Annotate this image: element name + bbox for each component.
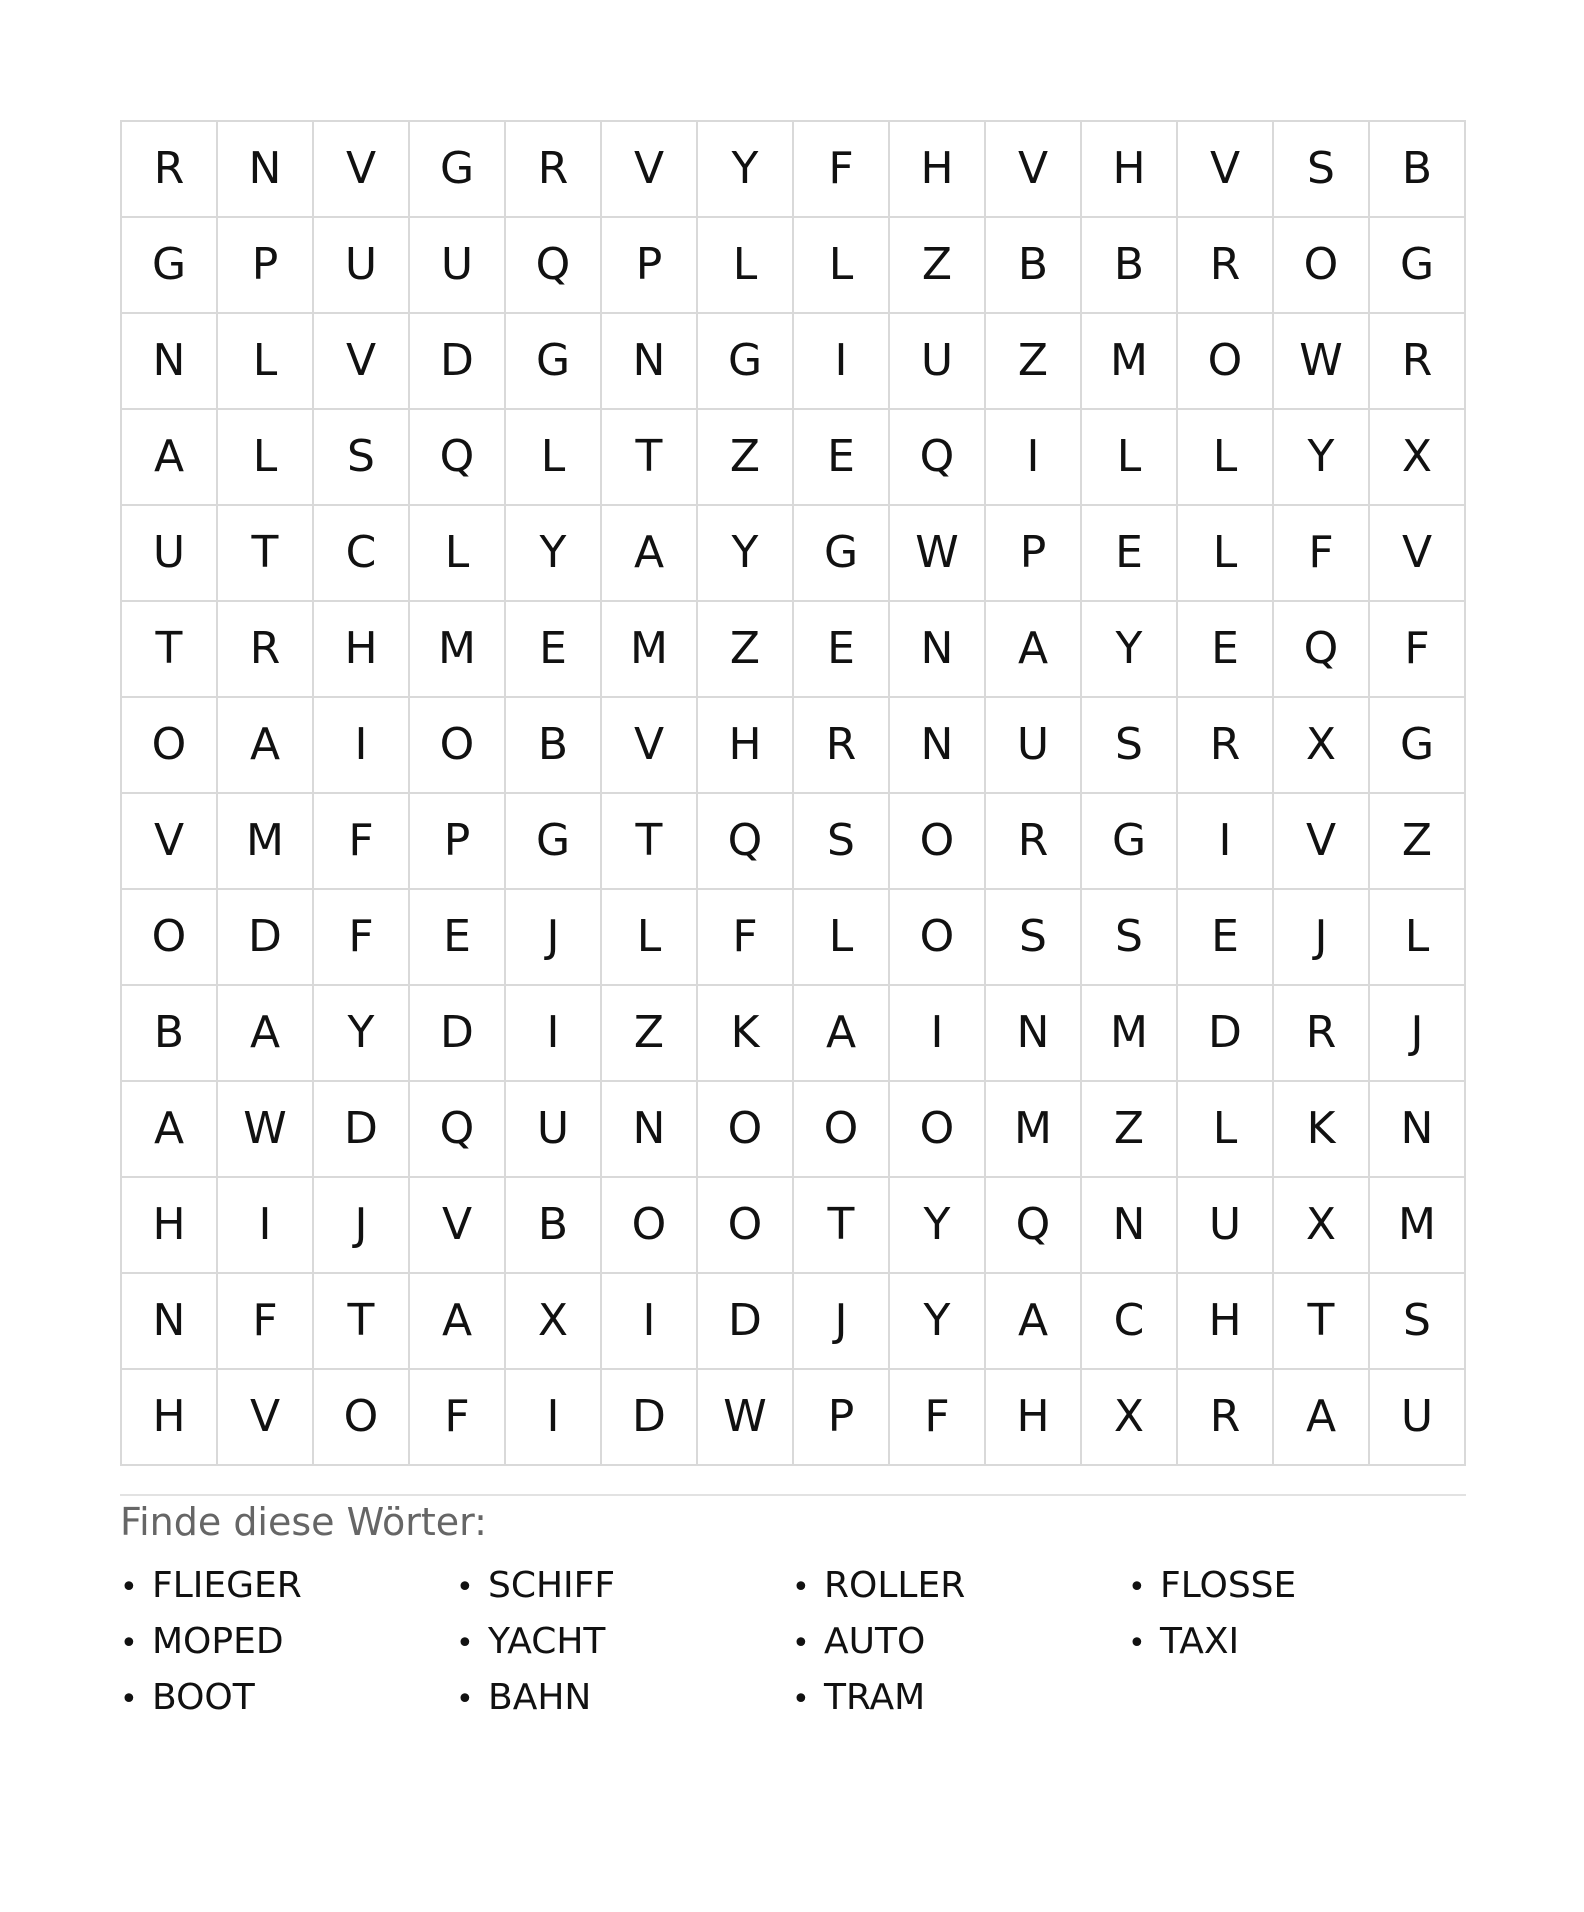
grid-cell[interactable]: N — [1082, 1178, 1178, 1274]
grid-cell[interactable]: A — [986, 1274, 1082, 1370]
word-list-item — [120, 1614, 456, 1670]
grid-cell[interactable]: D — [314, 1082, 410, 1178]
grid-cell[interactable]: B — [986, 218, 1082, 314]
grid-cell[interactable]: S — [1274, 122, 1370, 218]
word-list-item — [120, 1558, 456, 1614]
grid-cell[interactable]: M — [1082, 314, 1178, 410]
grid-cell[interactable]: E — [410, 890, 506, 986]
grid-cell[interactable]: P — [794, 1370, 890, 1466]
word-label: ROLLER — [824, 1565, 966, 1606]
grid-cell[interactable]: L — [794, 218, 890, 314]
grid-cell[interactable]: Z — [986, 314, 1082, 410]
word-list-item — [1128, 1558, 1464, 1614]
grid-cell[interactable]: Z — [602, 986, 698, 1082]
bullet-icon: • — [456, 1682, 474, 1717]
word-list-item — [120, 1670, 456, 1726]
grid-cell[interactable]: O — [602, 1178, 698, 1274]
grid-cell[interactable]: Y — [314, 986, 410, 1082]
grid-cell[interactable]: Q — [986, 1178, 1082, 1274]
grid-cell[interactable]: J — [794, 1274, 890, 1370]
grid-cell[interactable]: B — [506, 698, 602, 794]
grid-cell[interactable]: S — [1082, 698, 1178, 794]
grid-cell[interactable]: N — [122, 1274, 218, 1370]
bullet-icon: • — [456, 1626, 474, 1661]
puzzle-grid — [120, 120, 1466, 1466]
grid-cell[interactable]: S — [986, 890, 1082, 986]
grid-cell[interactable]: A — [1274, 1370, 1370, 1466]
grid-cell[interactable]: Q — [890, 410, 986, 506]
grid-cell[interactable]: E — [1178, 890, 1274, 986]
grid-cell[interactable]: L — [506, 410, 602, 506]
grid-cell[interactable]: H — [986, 1370, 1082, 1466]
grid-cell[interactable]: A — [986, 602, 1082, 698]
grid-cell[interactable]: I — [890, 986, 986, 1082]
grid-cell[interactable]: G — [506, 314, 602, 410]
word-label: AUTO — [824, 1621, 926, 1662]
grid-cell[interactable]: M — [1370, 1178, 1466, 1274]
grid-cell[interactable]: F — [794, 122, 890, 218]
grid-cell[interactable]: A — [218, 986, 314, 1082]
grid-cell[interactable]: N — [122, 314, 218, 410]
grid-cell[interactable]: H — [314, 602, 410, 698]
grid-cell[interactable]: P — [986, 506, 1082, 602]
grid-cell[interactable]: R — [1274, 986, 1370, 1082]
grid-cell[interactable]: H — [122, 1370, 218, 1466]
grid-cell[interactable]: B — [122, 986, 218, 1082]
grid-cell[interactable]: L — [1178, 1082, 1274, 1178]
grid-cell[interactable]: N — [602, 1082, 698, 1178]
word-list-item — [792, 1670, 1128, 1726]
word-label: BAHN — [488, 1677, 592, 1718]
grid-cell[interactable]: Z — [1082, 1082, 1178, 1178]
bullet-icon: • — [792, 1570, 810, 1605]
grid-cell[interactable]: Z — [698, 410, 794, 506]
grid-cell[interactable]: R — [794, 698, 890, 794]
word-label: BOOT — [152, 1677, 255, 1718]
word-list — [120, 1558, 1466, 1726]
grid-cell[interactable]: J — [506, 890, 602, 986]
grid-cell[interactable]: M — [218, 794, 314, 890]
grid-cell[interactable]: G — [794, 506, 890, 602]
grid-cell[interactable]: W — [218, 1082, 314, 1178]
grid-cell[interactable]: T — [602, 410, 698, 506]
grid-cell[interactable]: P — [602, 218, 698, 314]
grid-cell[interactable]: U — [314, 218, 410, 314]
word-label: YACHT — [488, 1621, 606, 1662]
grid-cell[interactable]: B — [506, 1178, 602, 1274]
grid-cell[interactable]: Q — [506, 218, 602, 314]
grid-cell[interactable]: X — [1370, 410, 1466, 506]
grid-cell[interactable]: R — [1178, 218, 1274, 314]
grid-cell[interactable]: U — [410, 218, 506, 314]
grid-cell[interactable]: T — [602, 794, 698, 890]
grid-cell[interactable]: F — [1274, 506, 1370, 602]
bullet-icon: • — [120, 1682, 138, 1717]
word-label: FLIEGER — [152, 1565, 302, 1606]
grid-cell[interactable]: Y — [1274, 410, 1370, 506]
divider — [120, 1494, 1466, 1496]
grid-cell[interactable]: J — [1274, 890, 1370, 986]
grid-cell[interactable]: R — [122, 122, 218, 218]
grid-cell[interactable]: I — [794, 314, 890, 410]
grid-cell[interactable]: V — [1370, 506, 1466, 602]
grid-cell[interactable]: E — [794, 602, 890, 698]
bullet-icon: • — [792, 1626, 810, 1661]
word-list-item — [456, 1670, 792, 1726]
grid-cell[interactable]: N — [890, 698, 986, 794]
grid-cell[interactable]: U — [986, 698, 1082, 794]
grid-cell[interactable]: K — [698, 986, 794, 1082]
grid-cell[interactable]: Q — [410, 410, 506, 506]
grid-cell[interactable]: L — [794, 890, 890, 986]
grid-cell[interactable]: G — [122, 218, 218, 314]
grid-cell[interactable]: M — [1082, 986, 1178, 1082]
word-list-item — [456, 1614, 792, 1670]
grid-cell[interactable]: E — [506, 602, 602, 698]
grid-cell[interactable]: L — [218, 410, 314, 506]
grid-cell[interactable]: T — [1274, 1274, 1370, 1370]
grid-cell[interactable]: T — [218, 506, 314, 602]
word-list-title: Finde diese Wörter: — [120, 1500, 487, 1544]
grid-cell[interactable]: N — [986, 986, 1082, 1082]
grid-cell[interactable]: Q — [1274, 602, 1370, 698]
grid-cell[interactable]: N — [1370, 1082, 1466, 1178]
word-list-item — [792, 1614, 1128, 1670]
grid-cell[interactable]: V — [1178, 122, 1274, 218]
grid-cell[interactable]: I — [1178, 794, 1274, 890]
grid-cell[interactable]: X — [506, 1274, 602, 1370]
grid-cell[interactable]: R — [1370, 314, 1466, 410]
grid-cell[interactable]: Q — [698, 794, 794, 890]
grid-cell[interactable]: E — [1178, 602, 1274, 698]
grid-cell[interactable]: D — [218, 890, 314, 986]
bullet-icon: • — [1128, 1626, 1146, 1661]
grid-cell[interactable]: B — [1082, 218, 1178, 314]
grid-cell[interactable]: V — [986, 122, 1082, 218]
bullet-icon: • — [120, 1570, 138, 1605]
bullet-icon: • — [792, 1682, 810, 1717]
grid-cell[interactable]: A — [218, 698, 314, 794]
grid-cell[interactable]: O — [122, 890, 218, 986]
grid-cell[interactable]: C — [1082, 1274, 1178, 1370]
word-list-item — [1128, 1614, 1464, 1670]
grid-cell[interactable]: U — [1178, 1178, 1274, 1274]
grid-cell[interactable]: E — [794, 410, 890, 506]
grid-cell[interactable]: O — [890, 1082, 986, 1178]
bullet-icon: • — [1128, 1570, 1146, 1605]
grid-cell[interactable]: Y — [698, 122, 794, 218]
grid-cell[interactable]: F — [218, 1274, 314, 1370]
grid-cell[interactable]: Y — [890, 1178, 986, 1274]
grid-cell[interactable]: L — [410, 506, 506, 602]
grid-cell[interactable]: I — [218, 1178, 314, 1274]
grid-cell[interactable]: O — [698, 1178, 794, 1274]
grid-cell[interactable]: Q — [410, 1082, 506, 1178]
grid-cell[interactable]: O — [794, 1082, 890, 1178]
word-list-item — [456, 1558, 792, 1614]
grid-cell[interactable]: L — [1178, 410, 1274, 506]
grid-cell[interactable]: N — [218, 122, 314, 218]
grid-cell[interactable]: X — [1082, 1370, 1178, 1466]
word-label: MOPED — [152, 1621, 284, 1662]
grid-cell[interactable]: I — [506, 986, 602, 1082]
grid-cell[interactable]: U — [122, 506, 218, 602]
grid-cell[interactable]: J — [314, 1178, 410, 1274]
word-label: FLOSSE — [1160, 1565, 1297, 1606]
grid-cell[interactable]: T — [314, 1274, 410, 1370]
grid-cell[interactable]: Y — [506, 506, 602, 602]
grid-cell[interactable]: A — [602, 506, 698, 602]
bullet-icon: • — [456, 1570, 474, 1605]
grid-cell[interactable]: V — [218, 1370, 314, 1466]
grid-cell[interactable]: F — [410, 1370, 506, 1466]
grid-cell[interactable]: D — [410, 314, 506, 410]
grid-cell[interactable]: A — [410, 1274, 506, 1370]
grid-cell[interactable]: S — [1370, 1274, 1466, 1370]
grid-cell[interactable]: V — [122, 794, 218, 890]
grid-cell[interactable]: O — [314, 1370, 410, 1466]
grid-cell[interactable]: Z — [698, 602, 794, 698]
grid-cell[interactable]: E — [1082, 506, 1178, 602]
grid-cell[interactable]: X — [1274, 698, 1370, 794]
grid-cell[interactable]: L — [1370, 890, 1466, 986]
grid-cell[interactable]: N — [602, 314, 698, 410]
grid-cell[interactable]: Y — [890, 1274, 986, 1370]
word-label: TRAM — [824, 1677, 926, 1718]
grid-cell[interactable]: H — [1178, 1274, 1274, 1370]
grid-cell[interactable]: G — [698, 314, 794, 410]
grid-cell[interactable]: O — [698, 1082, 794, 1178]
grid-cell[interactable]: M — [602, 602, 698, 698]
grid-cell[interactable]: X — [1274, 1178, 1370, 1274]
word-list-item — [792, 1558, 1128, 1614]
grid-cell[interactable]: K — [1274, 1082, 1370, 1178]
grid-cell[interactable]: R — [986, 794, 1082, 890]
grid-cell[interactable]: L — [218, 314, 314, 410]
grid-cell[interactable]: O — [1178, 314, 1274, 410]
grid-cell[interactable]: V — [314, 314, 410, 410]
grid-cell[interactable]: L — [1178, 506, 1274, 602]
grid-cell[interactable]: V — [314, 122, 410, 218]
grid-cell[interactable]: D — [602, 1370, 698, 1466]
grid-cell[interactable]: G — [506, 794, 602, 890]
grid-cell[interactable]: R — [218, 602, 314, 698]
grid-cell[interactable]: Y — [1082, 602, 1178, 698]
grid-cell[interactable]: P — [218, 218, 314, 314]
grid-cell[interactable]: S — [314, 410, 410, 506]
bullet-icon: • — [120, 1626, 138, 1661]
grid-cell[interactable]: O — [890, 794, 986, 890]
grid-cell[interactable]: V — [1274, 794, 1370, 890]
grid-cell[interactable]: S — [1082, 890, 1178, 986]
grid-cell[interactable]: T — [122, 602, 218, 698]
grid-cell[interactable]: G — [1082, 794, 1178, 890]
grid-cell[interactable]: L — [602, 890, 698, 986]
grid-cell[interactable]: B — [1370, 122, 1466, 218]
grid-cell[interactable]: V — [602, 122, 698, 218]
grid-cell[interactable]: U — [1370, 1370, 1466, 1466]
grid-cell[interactable]: T — [794, 1178, 890, 1274]
grid-cell[interactable]: R — [506, 122, 602, 218]
grid-cell[interactable]: V — [410, 1178, 506, 1274]
grid-cell[interactable]: F — [314, 794, 410, 890]
grid-cell[interactable]: Y — [698, 506, 794, 602]
grid-cell[interactable]: M — [410, 602, 506, 698]
grid-cell[interactable]: J — [1370, 986, 1466, 1082]
grid-cell[interactable]: O — [1274, 218, 1370, 314]
grid-cell[interactable]: D — [1178, 986, 1274, 1082]
grid-cell[interactable]: I — [986, 410, 1082, 506]
grid-cell[interactable]: L — [1082, 410, 1178, 506]
grid-cell[interactable]: A — [122, 410, 218, 506]
grid-cell[interactable]: A — [794, 986, 890, 1082]
grid-cell[interactable]: F — [698, 890, 794, 986]
grid-cell[interactable]: G — [410, 122, 506, 218]
grid-cell[interactable]: Z — [890, 218, 986, 314]
grid-cell[interactable]: D — [698, 1274, 794, 1370]
grid-cell[interactable]: V — [602, 698, 698, 794]
grid-cell[interactable]: M — [986, 1082, 1082, 1178]
grid-cell[interactable]: R — [1178, 1370, 1274, 1466]
grid-cell[interactable]: U — [890, 314, 986, 410]
grid-cell[interactable]: P — [410, 794, 506, 890]
grid-cell[interactable]: I — [506, 1370, 602, 1466]
grid-cell[interactable]: H — [122, 1178, 218, 1274]
grid-cell[interactable]: G — [1370, 698, 1466, 794]
grid-cell[interactable]: W — [890, 506, 986, 602]
grid-cell[interactable]: W — [698, 1370, 794, 1466]
grid-cell[interactable]: O — [122, 698, 218, 794]
grid-cell[interactable]: I — [314, 698, 410, 794]
grid-cell[interactable]: F — [890, 1370, 986, 1466]
grid-cell[interactable]: H — [698, 698, 794, 794]
grid-cell[interactable]: S — [794, 794, 890, 890]
grid-cell[interactable]: A — [122, 1082, 218, 1178]
grid-cell[interactable]: C — [314, 506, 410, 602]
grid-cell[interactable]: O — [890, 890, 986, 986]
grid-cell[interactable]: N — [890, 602, 986, 698]
grid-cell[interactable]: D — [410, 986, 506, 1082]
grid-cell[interactable]: G — [1370, 218, 1466, 314]
grid-cell[interactable]: H — [1082, 122, 1178, 218]
grid-cell[interactable]: I — [602, 1274, 698, 1370]
grid-cell[interactable]: H — [890, 122, 986, 218]
grid-cell[interactable]: U — [506, 1082, 602, 1178]
word-label: SCHIFF — [488, 1565, 616, 1606]
grid-cell[interactable]: O — [410, 698, 506, 794]
word-label: TAXI — [1160, 1621, 1240, 1662]
grid-cell[interactable]: Z — [1370, 794, 1466, 890]
grid-cell[interactable]: F — [314, 890, 410, 986]
grid-cell[interactable]: W — [1274, 314, 1370, 410]
grid-cell[interactable]: F — [1370, 602, 1466, 698]
grid-cell[interactable]: R — [1178, 698, 1274, 794]
grid-cell[interactable]: L — [698, 218, 794, 314]
